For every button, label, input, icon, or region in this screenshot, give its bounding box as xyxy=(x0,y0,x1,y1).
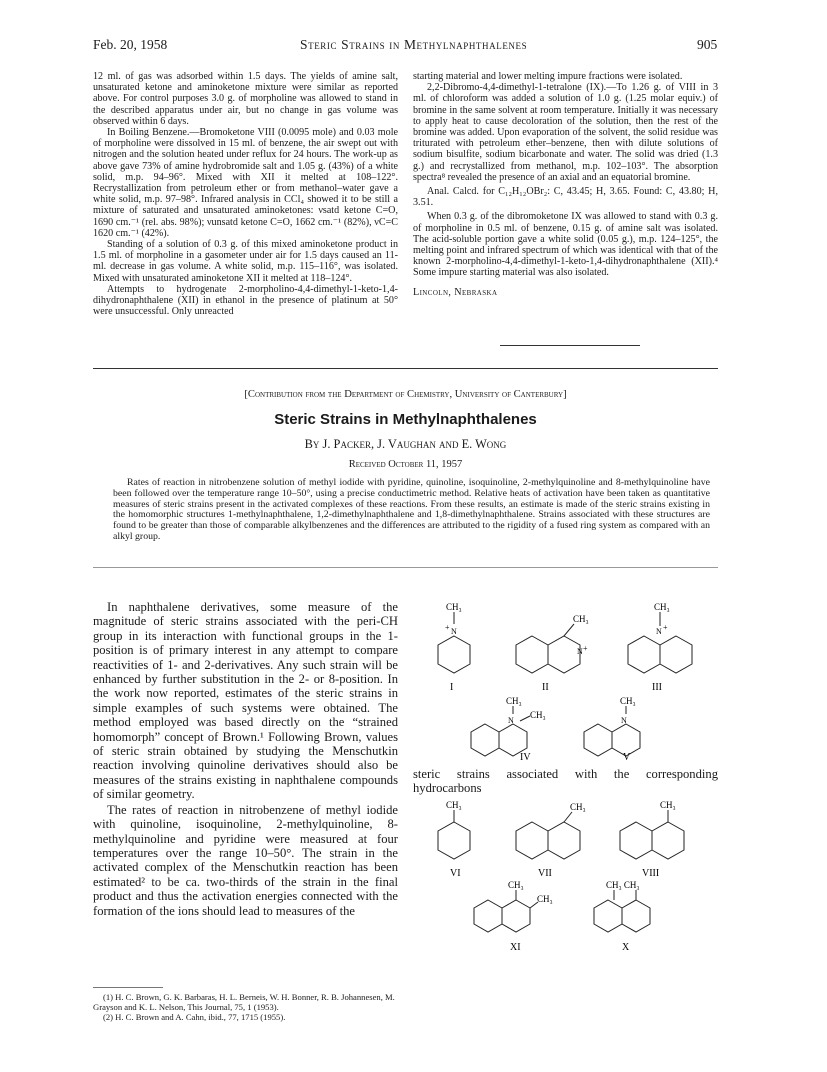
methyl-label: CH₃ CH₃ xyxy=(606,880,640,890)
nitrogen-label: N xyxy=(451,627,457,636)
methyl-label: CH₃ xyxy=(654,602,670,612)
authors: By J. Packer, J. Vaughan and E. Wong xyxy=(304,437,507,451)
methyl-label: CH₃ xyxy=(573,614,589,624)
structure-number: VII xyxy=(538,868,552,879)
figure-caption: steric strains associated with the corresponding hydrocarbons xyxy=(413,767,718,796)
structure-number: III xyxy=(652,682,662,693)
signoff: Lincoln, Nebraska xyxy=(413,286,498,298)
structure-number: V xyxy=(623,752,631,763)
structure-number: VI xyxy=(450,868,461,879)
divider xyxy=(500,345,640,346)
paragraph: 12 ml. of gas was adsorbed within 1.5 days. The yields of amine salt, unsaturated ketone and aminoketone mixture were similar as reported above. For control purposes 3.0 g. of morpholine was allowed to stand in the described apparatus under air, but no change in gas volume was observed within 6 days. xyxy=(93,71,398,127)
structure-VI xyxy=(438,800,470,879)
divider xyxy=(93,567,718,568)
received-date: Received October 11, 1957 xyxy=(348,459,463,470)
methyl-label: CH₃ xyxy=(660,800,676,810)
charge-label: + xyxy=(583,644,588,653)
nitrogen-label: N xyxy=(621,716,627,725)
structure-VII xyxy=(516,802,586,879)
methyl-label: CH₃ xyxy=(570,802,586,812)
divider xyxy=(93,368,718,369)
article-title: Steric Strains in Methylnaphthalenes xyxy=(274,411,537,428)
paragraph: Standing of a solution of 0.3 g. of this mixed aminoketone product in 1.5 ml. of morpholine in a gasometer under air for 1.5 days caused an 11-ml. decrease in gas volume. A white solid, m.p. 115–116°, was isolated. Mixed with unsaturated aminoketone XII it melted at 118–124°. xyxy=(93,239,398,284)
structure-V xyxy=(584,696,640,763)
structure-number: XI xyxy=(510,942,521,953)
nitrogen-label: N xyxy=(577,647,583,656)
structure-number: X xyxy=(622,942,630,953)
charge-label: + xyxy=(663,623,668,632)
structure-I xyxy=(438,602,470,693)
structure-number: II xyxy=(542,682,549,693)
structure-IV xyxy=(471,696,546,763)
paragraph: The rates of reaction in nitrobenzene of methyl iodide with quinoline, isoquinoline, 2-methylquinoline, 8-methylquinoline and pyridine were measured at four temperatures over the range 10–50°. The strain in the activated complex of the Menschutkin reaction has been estimated² to be ca. two-thirds of the strain in the final product and thus the activation energies connected with the formation of the ions should lead to measures of the xyxy=(93,802,398,918)
footnote-divider xyxy=(93,987,163,988)
body-column xyxy=(93,600,398,918)
footnote: (1) H. C. Brown, G. K. Barbaras, H. L. Berneis, W. H. Bonner, R. B. Johannesen, M. Grayson and K. L. Nelson, This Journal, 75, 1 (1953). xyxy=(93,992,395,1012)
methyl-label: CH₃ xyxy=(530,710,546,720)
structures-hydrocarbon-figure xyxy=(420,800,720,970)
paragraph: starting material and lower melting impure fractions were isolated. xyxy=(413,71,683,82)
paragraph: When 0.3 g. of the dibromoketone IX was allowed to stand with 0.3 g. of morpholine in 0.5 ml. of benzene, 0.15 g. of amine salt was isolated. The acid-soluble portion gave a white solid (0.05 g.), m.p. 124–125°, the melting point and infrared spectrum of which was identical with that of the known 2-morpholino-4,4-dimethyl-1-keto-1,4-dihydronaphthalene (XII).⁴ Some impure starting material was also isolated. xyxy=(413,211,718,279)
methyl-label: CH₃ xyxy=(620,696,636,706)
paragraph: In Boiling Benzene.—Bromoketone VIII (0.0095 mole) and 0.03 mole of morpholine were dissolved in 15 ml. of benzene, the air swept out with nitrogen and the solution heated under reflux for 24 hours. The work-up as above gave 73% of amine hydrobromide salt and 1.05 g. (43%) of a white solid, m.p. 94–96°. Mixed with XII it melted at 108–122°. Recrystallization from petroleum ether or from methanol–water gave a white solid, m.p. 97–98°. Infrared analysis in CCl₄ showed it to be still a mixture of saturated and unsaturated aminoketones: νsatd ketone C=O, 1690 cm.⁻¹ (rel. abs. 98%); νunsatd ketone C=O, 1662 cm.⁻¹ (82%), νC=C 1620 cm.⁻¹ (42%). xyxy=(93,127,398,239)
charge-label: + xyxy=(445,623,450,632)
contribution-line: [Contribution from the Department of Chemistry, University of Canterbury] xyxy=(244,389,567,400)
structure-III xyxy=(628,602,692,693)
methyl-label: CH₃ xyxy=(506,696,522,706)
paragraph: Attempts to hydrogenate 2-morpholino-4,4-dimethyl-1-keto-1,4-dihydronaphthalene (XII) in ethanol in the presence of platinum at 50° were unsuccessful. Only unreacted xyxy=(93,283,398,318)
structure-II xyxy=(516,614,589,693)
page-date: Feb. 20, 1958 xyxy=(93,37,168,52)
nitrogen-label: N xyxy=(508,716,514,725)
structure-number: IV xyxy=(520,752,531,763)
top-left-column xyxy=(93,71,398,317)
structure-XI xyxy=(474,880,553,953)
structures-quinolinium-figure xyxy=(420,600,720,763)
abstract: Rates of reaction in nitrobenzene solution of methyl iodide with pyridine, quinoline, isoquinoline, 2-methylquinoline and 8-methylquinoline have been followed over the temperature range 10–50°, using a precise conductimetric method. Relative heats of activation have been taken as quantitative measures of steric strains present in the activated complexes of these reactions. From these results, an estimate is made of the steric strains existing in the homomorphic structures 1-methylnaphthalene, 1,2-dimethylnaphthalene and 1,8-dimethylnaphthalene. Strains associated with these structures are found to be greater than those of comparable alkylbenzenes and the differences are attributed to the rigidity of a fused ring system as compared with an alkyl group. xyxy=(113,477,710,542)
top-right-column xyxy=(413,71,718,298)
paragraph: 2,2-Dibromo-4,4-dimethyl-1-tetralone (IX).—To 1.26 g. of VIII in 3 ml. of chloroform was added a solution of 1.0 g. (1.25 molar equiv.) of bromine in the same solvent at room temperature. Initially it was necessary to apply heat to cause decoloration of the solution, then the rest of the bromine was added. Upon evaporation of the solvent, the solid residue was triturated with petroleum ether–benzene, then with dilute solutions of sodium bisulfite, sodium bicarbonate and water. The solid was dried (1.3 g.) and recrystallized from methanol, m.p. 102–103°. The absorption spectra⁸ revealed the presence of an axial and an equatorial bromine. xyxy=(413,82,718,183)
footnote: (2) H. C. Brown and A. Cahn, ibid., 77, 1715 (1955). xyxy=(103,1012,286,1022)
structure-number: VIII xyxy=(642,868,660,879)
paragraph: In naphthalene derivatives, some measure of the magnitude of steric strains associated with the peri-CH group in its interaction with functional groups in the 1-position is of primary interest in any attempt to compare reactivities of 1- and 2-derivatives. Any such strain will be enhanced by further substitution in the 2- or 8-position. In the work now reported, estimates of the steric strains in simple examples of such systems were obtained. The method employed was based directly on the “strained homomorph” concept of Brown.¹ Following Brown, values of steric strain obtained by studying the Menschutkin reaction involving quinoline derivatives should also be measures of the strains existing in naphthalene compounds of similar geometry. xyxy=(93,600,398,802)
footnotes xyxy=(93,992,398,1022)
methyl-label: CH₃ xyxy=(446,800,462,810)
methyl-label: CH₃ xyxy=(508,880,524,890)
page-number: 905 xyxy=(697,37,718,52)
structure-VIII xyxy=(620,800,684,879)
structure-X xyxy=(594,880,650,953)
paragraph: Anal. Calcd. for C₁₂H₁₂OBr₂: C, 43.45; H, 3.65. Found: C, 43.80; H, 3.51. xyxy=(413,186,718,209)
structure-number: I xyxy=(450,682,454,693)
methyl-label: CH₃ xyxy=(537,894,553,904)
running-title: Steric Strains in Methylnaphthalenes xyxy=(300,37,528,52)
nitrogen-label: N xyxy=(656,627,662,636)
methyl-label: CH₃ xyxy=(446,602,462,612)
